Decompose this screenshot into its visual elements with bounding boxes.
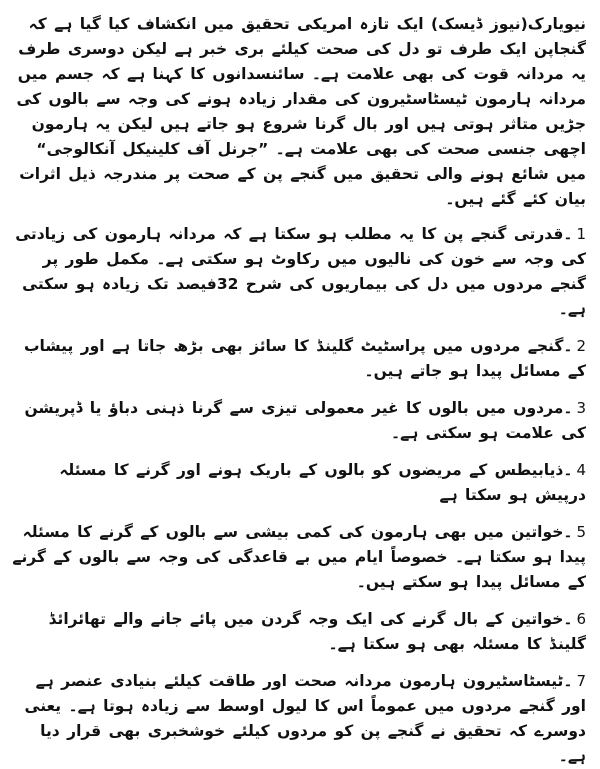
point-text: ۔گنجے مردوں میں پراسٹیٹ گلینڈ کا سائز بھی بڑھ جاتا ہے اور پیشاب کے مسائل پیدا ہو جاتے ہیں۔ [23, 337, 586, 380]
article-intro: نیویارک(نیوز ڈیسک) ایک تازہ امریکی تحقیق میں انکشاف کیا گیا ہے کہ گنجاپن ایک طرف تو دل کی صحت کیلئے بری خبر ہے لیکن دوسری طرف یہ مردانہ قوت کی بھی علامت ہے۔ سائنسدانوں کا کہنا ہے کہ جسم میں مردانہ ہارمون ٹیسٹاسٹیرون کی مقدار زیادہ ہونے کی وجہ سے بالوں کی جڑیں متاثر ہوتی ہیں اور بال گرنا شروع ہو جاتے ہیں لیکن یہ ہارمون اچھی جنسی صحت کی بھی علامت ہے۔ ”جرنل آف کلینیکل آنکالوجی“ میں شائع ہونے والی تحقیق میں گنجے پن کے صحت پر مندرجہ ذیل اثرات بیان کئے گئے ہیں۔ [16, 15, 586, 208]
list-item [10, 520, 586, 595]
list-item [10, 669, 586, 769]
list-item [10, 607, 586, 657]
point-text: ۔ذیابیطس کے مریضوں کو بالوں کے باریک ہونے اور گرنے کا مسئلہ درپیش ہو سکتا ہے [59, 461, 586, 504]
list-item [10, 458, 586, 508]
point-number: 1 [576, 225, 586, 243]
list-item [10, 222, 586, 322]
point-number: 5 [576, 523, 586, 541]
point-number: 4 [576, 461, 586, 479]
point-text: ۔خواتین میں بھی ہارمون کی کمی بیشی سے بالوں کے گرنے کا مسئلہ پیدا ہو سکتا ہے۔ خصوصاً ایام میں بے قاعدگی کی وجہ سے بالوں کے گرنے کے مسائل پیدا ہو سکتے ہیں۔ [12, 523, 586, 591]
list-item [10, 334, 586, 384]
point-number: 7 [576, 672, 586, 690]
point-number: 3 [576, 399, 586, 417]
point-text: ۔ٹیسٹاسٹیرون ہارمون مردانہ صحت اور طاقت کیلئے بنیادی عنصر ہے اور گنجے مردوں میں عموماً اس کا لیول اوسط سے زیادہ ہوتا ہے۔ یعنی دوسرے کہ تحقیق نے گنجے پن کو مردوں کیلئے خوشخبری بھی قرار دیا ہے۔ [24, 672, 586, 765]
point-number: 2 [576, 337, 586, 355]
point-text: ۔مردوں میں بالوں کا غیر معمولی تیزی سے گرنا ذہنی دباﺅ یا ڈپریشن کی علامت ہو سکتی ہے۔ [24, 399, 586, 442]
list-item [10, 396, 586, 446]
point-text: ۔خواتین کے بال گرنے کی ایک وجہ گردن میں پائے جانے والے تھائرائڈ گلینڈ کا مسئلہ بھی ہو سکتا ہے۔ [48, 610, 586, 653]
point-text: ۔قدرتی گنجے پن کا یہ مطلب ہو سکتا ہے کہ مردانہ ہارمون کی زیادتی کی وجہ سے خون کی نالیوں میں رکاوٹ ہو سکتی ہے۔ مکمل طور پر گنجے مردوں میں دل کی بیماریوں کی شرح 32فیصد تک زیادہ ہو سکتی ہے۔ [15, 225, 586, 318]
point-number: 6 [576, 610, 586, 628]
